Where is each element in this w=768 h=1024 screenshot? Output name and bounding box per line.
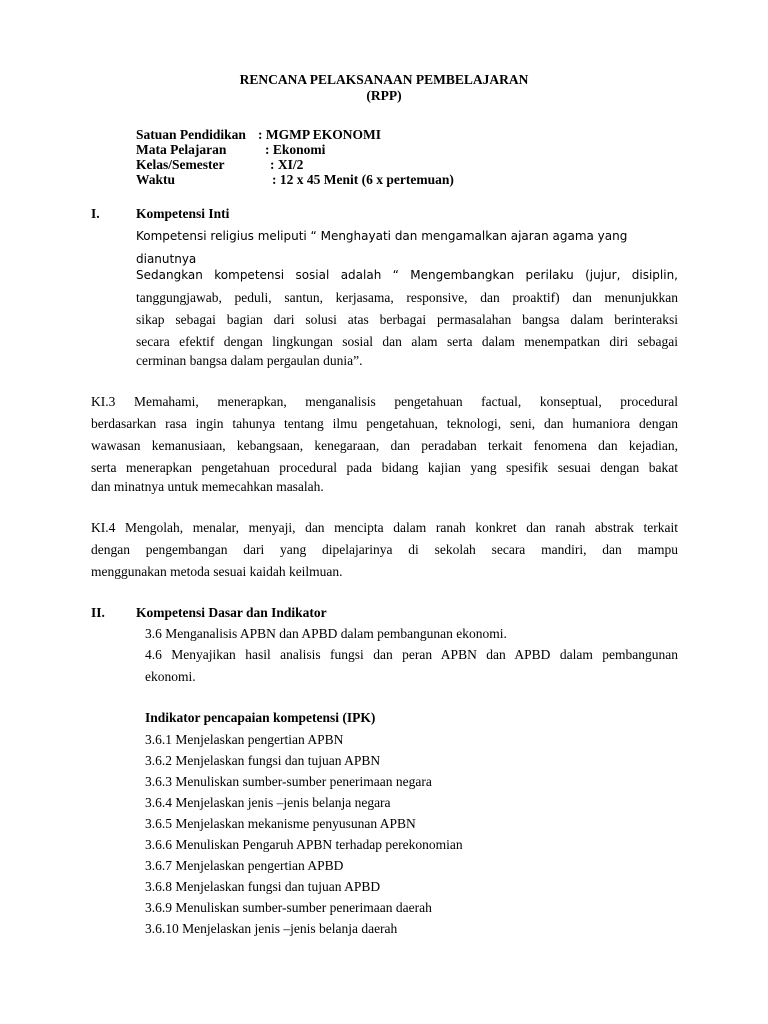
ipk-item: 3.6.8 Menjelaskan fungsi dan tujuan APBD — [145, 879, 381, 894]
ipk-item: 3.6.4 Menjelaskan jenis –jenis belanja negara — [145, 795, 391, 810]
ki3-line: dan minatnya untuk memecahkan masalah. — [91, 479, 324, 494]
section-1-number: I. — [91, 206, 100, 221]
kompetensi-sosial-line: cerminan bangsa dalam pergaulan dunia”. — [136, 353, 363, 368]
identity-label: Satuan Pendidikan — [136, 127, 246, 142]
kompetensi-sosial-line: secara efektif dengan lingkungan sosial dan alam serta dalam menempatkan diri sebagai — [136, 334, 678, 349]
document-title: RENCANA PELAKSANAAN PEMBELAJARAN — [239, 72, 529, 87]
ipk-item: 3.6.9 Menuliskan sumber-sumber penerimaan daerah — [145, 900, 432, 915]
ki4-line: KI.4 Mengolah, menalar, menyaji, dan mencipta dalam ranah konkret dan ranah abstrak terkait — [91, 520, 678, 535]
kompetensi-sosial-line: tanggungjawab, peduli, santun, kerjasama, responsive, dan proaktif) dan menunjukkan — [136, 290, 678, 305]
ipk-item: 3.6.7 Menjelaskan pengertian APBD — [145, 858, 344, 873]
ki3-line: serta menerapkan pengetahuan procedural pada bidang kajian yang spesifik sesuai dengan bakat — [91, 460, 678, 475]
ki4-line: dengan pengembangan dari yang dipelajarinya di sekolah secara mandiri, dan mampu — [91, 542, 678, 557]
ipk-item: 3.6.10 Menjelaskan jenis –jenis belanja daerah — [145, 921, 398, 936]
section-2-heading: Kompetensi Dasar dan Indikator — [136, 605, 327, 620]
ki3-line: wawasan kemanusiaan, kebangsaan, kenegaraan, dan peradaban terkait fenomena dan kejadian, — [91, 438, 678, 453]
kompetensi-sosial-line: Sedangkan kompetensi sosial adalah “ Mengembangkan perilaku (jujur, disiplin, — [136, 268, 678, 282]
kompetensi-dasar-line: 3.6 Menganalisis APBN dan APBD dalam pembangunan ekonomi. — [145, 626, 507, 641]
ipk-item: 3.6.2 Menjelaskan fungsi dan tujuan APBN — [145, 753, 381, 768]
identity-value: : Ekonomi — [265, 142, 326, 157]
ipk-item: 3.6.6 Menuliskan Pengaruh APBN terhadap perekonomian — [145, 837, 463, 852]
identity-label: Mata Pelajaran — [136, 142, 227, 157]
section-2-number: II. — [91, 605, 105, 620]
ki3-line: berdasarkan rasa ingin tahunya tentang ilmu pengetahuan, teknologi, seni, dan humaniora dengan — [91, 416, 678, 431]
document-subtitle: (RPP) — [366, 88, 402, 103]
ipk-item: 3.6.1 Menjelaskan pengertian APBN — [145, 732, 344, 747]
kompetensi-religius-line: dianutnya — [136, 252, 197, 266]
identity-label: Kelas/Semester — [136, 157, 225, 172]
identity-value: : MGMP EKONOMI — [258, 127, 381, 142]
identity-value: : XI/2 — [270, 157, 304, 172]
kompetensi-dasar-line: 4.6 Menyajikan hasil analisis fungsi dan peran APBN dan APBD dalam pembangunan — [145, 647, 678, 662]
ipk-item: 3.6.5 Menjelaskan mekanisme penyusunan APBN — [145, 816, 416, 831]
identity-label: Waktu — [136, 172, 176, 187]
kompetensi-dasar-line: ekonomi. — [145, 669, 196, 684]
kompetensi-sosial-line: sikap sebagai bagian dari solusi atas berbagai permasalahan bangsa dalam berinteraksi — [136, 312, 678, 327]
ki4-line: menggunakan metoda sesuai kaidah keilmuan. — [91, 564, 343, 579]
section-1-heading: Kompetensi Inti — [136, 206, 230, 221]
identity-value: : 12 x 45 Menit (6 x pertemuan) — [272, 172, 454, 187]
ipk-item: 3.6.3 Menuliskan sumber-sumber penerimaan negara — [145, 774, 432, 789]
ipk-heading: Indikator pencapaian kompetensi (IPK) — [145, 710, 376, 725]
ki3-line: KI.3 Memahami, menerapkan, menganalisis pengetahuan factual, konseptual, procedural — [91, 394, 678, 409]
kompetensi-religius-line: Kompetensi religius meliputi “ Menghayati dan mengamalkan ajaran agama yang — [136, 229, 628, 243]
